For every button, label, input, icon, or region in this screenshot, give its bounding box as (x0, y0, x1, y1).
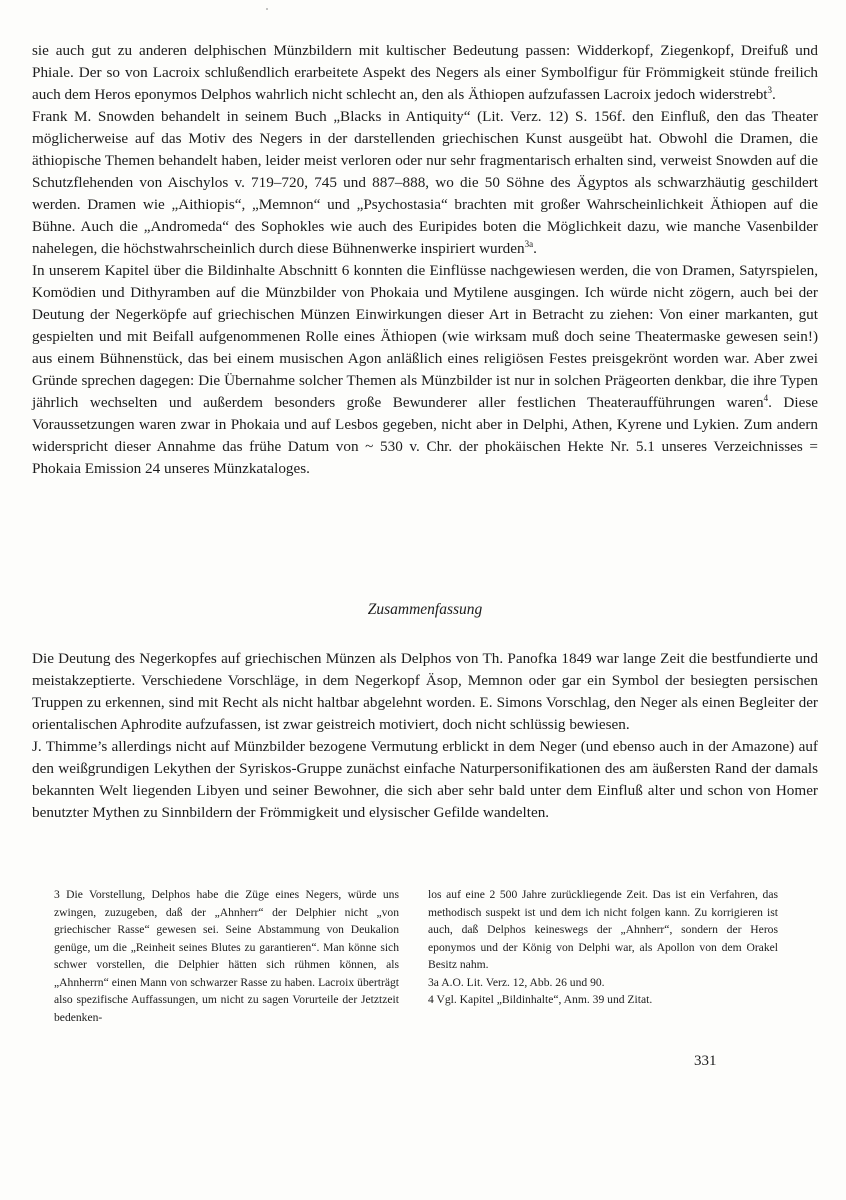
footnote-ref-3a: 3a (524, 238, 534, 249)
summary-paragraph-1: Die Deutung des Negerkopfes auf griechischen Münzen als Delphos von Th. Panofka 1849 war lange Zeit die bestfundierte und meistakzeptierte. Verschiedene Vorschläge, in dem Negerkopf Äsop, Memnon oder gar ein Symbol der besiegten persischen Truppen zu erkennen, sind mit Recht als nicht haltbar abgelehnt worden. E. Simons Vorschlag, den Neger als einen Begleiter der orientalischen Aphrodite aufzufassen, ist zwar geistreich motiviert, doch nicht schlüssig bewiesen. (32, 650, 818, 733)
sentence-end: . (772, 86, 776, 103)
footnote-3-continued: los auf eine 2 500 Jahre zurückliegende Zeit. Das ist ein Verfahren, das methodisch suspekt ist und dem ich nicht folgen kann. Zu korrigieren ist auch, daß Delphos keineswegs der „Ahnherr“, sondern der Heros eponymos und der König von Delphi war, als Apollon von dem Orakel Besitz nahm. (428, 888, 778, 971)
page-number: 331 (694, 1053, 717, 1069)
summary-paragraph-2: J. Thimme’s allerdings nicht auf Münzbilder bezogene Vermutung erblickt in dem Neger (und ebenso auch in der Amazone) auf den weißgrundigen Lekythen der Syriskos-Gruppe zunächst einfache Naturpersonifikationen des am äußersten Rand der damals bekannten Welt liegenden Libyen und seiner Bewohner, die sich aber sehr bald unter dem Einfluß alter und schon von Homer benutzter Mythen zu Sinnbildern der Frömmigkeit und elysischer Gefilde wandelten. (32, 738, 818, 821)
sentence-end: . (768, 394, 772, 411)
paragraph-1-text: sie auch gut zu anderen delphischen Münzbildern mit kultischer Bedeutung passen: Widderkopf, Ziegenkopf, Dreifuß und Phiale. Der so von Lacroix schlußendlich erarbeitete Aspekt des Negers als einer Symbolfigur für Frömmigkeit stünde freilich auch dem Heros eponymos Delphos wahrlich nicht schlecht an, den als Äthiopen aufzufassen Lacroix jedoch widerstrebt (32, 42, 818, 103)
paragraph-3 (32, 260, 818, 480)
footnote-ref-3: 3 (767, 84, 773, 95)
section-heading: Zusammenfassung (367, 601, 483, 618)
footnote-3: 3 Die Vorstellung, Delphos habe die Züge eines Negers, würde uns zwingen, zuzugeben, daß der „Ahnherr“ der Delphier nicht „von griechischer Rasse“ gewesen sei. Seine Abstammung von Deukalion genüge, um die „Reinheit seines Blutes zu garantieren“. Man könne sich schwer vorstellen, die Delphier hätten sich rühmen können, als „Ahnherrn“ einen Mann von schwarzer Rasse zu haben. Lacroix überträgt also spezifische Auffassungen, um nicht zu sagen Vorurteile der Jetztzeit bedenken- (54, 888, 399, 1024)
paragraph-2-text: Frank M. Snowden behandelt in seinem Buch „Blacks in Antiquity“ (Lit. Verz. 12) S. 156f. den Einfluß, den das Theater möglicherweise auf das Motiv des Negers in der darstellenden griechischen Kunst ausgeübt hat. Obwohl die Dramen, die äthiopische Themen behandelt haben, leider meist verloren oder nur sehr fragmentarisch erhalten sind, verweist Snowden auf die Schutzflehenden von Aischylos v. 719–720, 745 und 887–888, wo die 50 Söhne des Ägyptos als schwarzhäutig geschildert werden. Dramen wie „Aithiopis“, „Memnon“ und „Psychostasia“ brachten mit großer Wahrscheinlichkeit Äthiopen auf die Bühne. Auch die „Andromeda“ des Sophokles wie auch des Euripides boten die Möglichkeit dazu, wie manche Vasenbilder nahelegen, die höchstwahrscheinlich durch diese Bühnenwerke inspiriert wurden (32, 108, 818, 257)
paragraph-3-text: In unserem Kapitel über die Bildinhalte Abschnitt 6 konnten die Einflüsse nachgewiesen werden, die von Dramen, Satyrspielen, Komödien und Dithyramben auf die Münzbilder von Phokaia und Mytilene ausgingen. Ich würde nicht zögern, auch bei der Deutung der Negerköpfe auf griechischen Münzen Einwirkungen dieser Art in Betracht zu ziehen: Von einer markanten, gut gespielten und mit Beifall aufgenommenen Rolle eines Äthiopen (wie wirksam muß doch seine Theatermaske gewesen sein!) aus einem Bühnenstück, das bei einem musischen Agon anläßlich eines religiösen Festes preisgekrönt worden war. Aber zwei Gründe sprechen dagegen: Die Übernahme solcher Themen als Münzbilder ist nur in solchen Prägeorten denkbar, die ihre Typen jährlich wechselten und außerdem besonders große Bewunderer aller festlichen Theateraufführungen waren (32, 262, 818, 411)
sentence-end: . (533, 240, 537, 257)
paragraph-3-continued: Diese Voraussetzungen waren zwar in Phokaia und auf Lesbos gegeben, nicht aber in Delphi, Athen, Kyrene und Lykien. Zum andern widerspricht dieser Annahme das frühe Datum von ~ 530 v. Chr. der phokäischen Hekte Nr. 5.1 unseres Verzeichnisses = Phokaia Emission 24 unseres Münzkataloges. (32, 394, 818, 477)
paragraph-2 (32, 106, 818, 260)
main-text (32, 40, 818, 480)
summary-text (32, 648, 818, 824)
paragraph-1 (32, 40, 818, 106)
footnote-4: 4 Vgl. Kapitel „Bildinhalte“, Anm. 39 und Zitat. (428, 993, 653, 1006)
footnote-ref-4: 4 (763, 392, 769, 403)
footnote-column-right (428, 886, 778, 1009)
footnote-3a: 3a A.O. Lit. Verz. 12, Abb. 26 und 90. (428, 975, 605, 989)
footnote-column-left (54, 886, 399, 1026)
scan-speck (266, 8, 268, 10)
